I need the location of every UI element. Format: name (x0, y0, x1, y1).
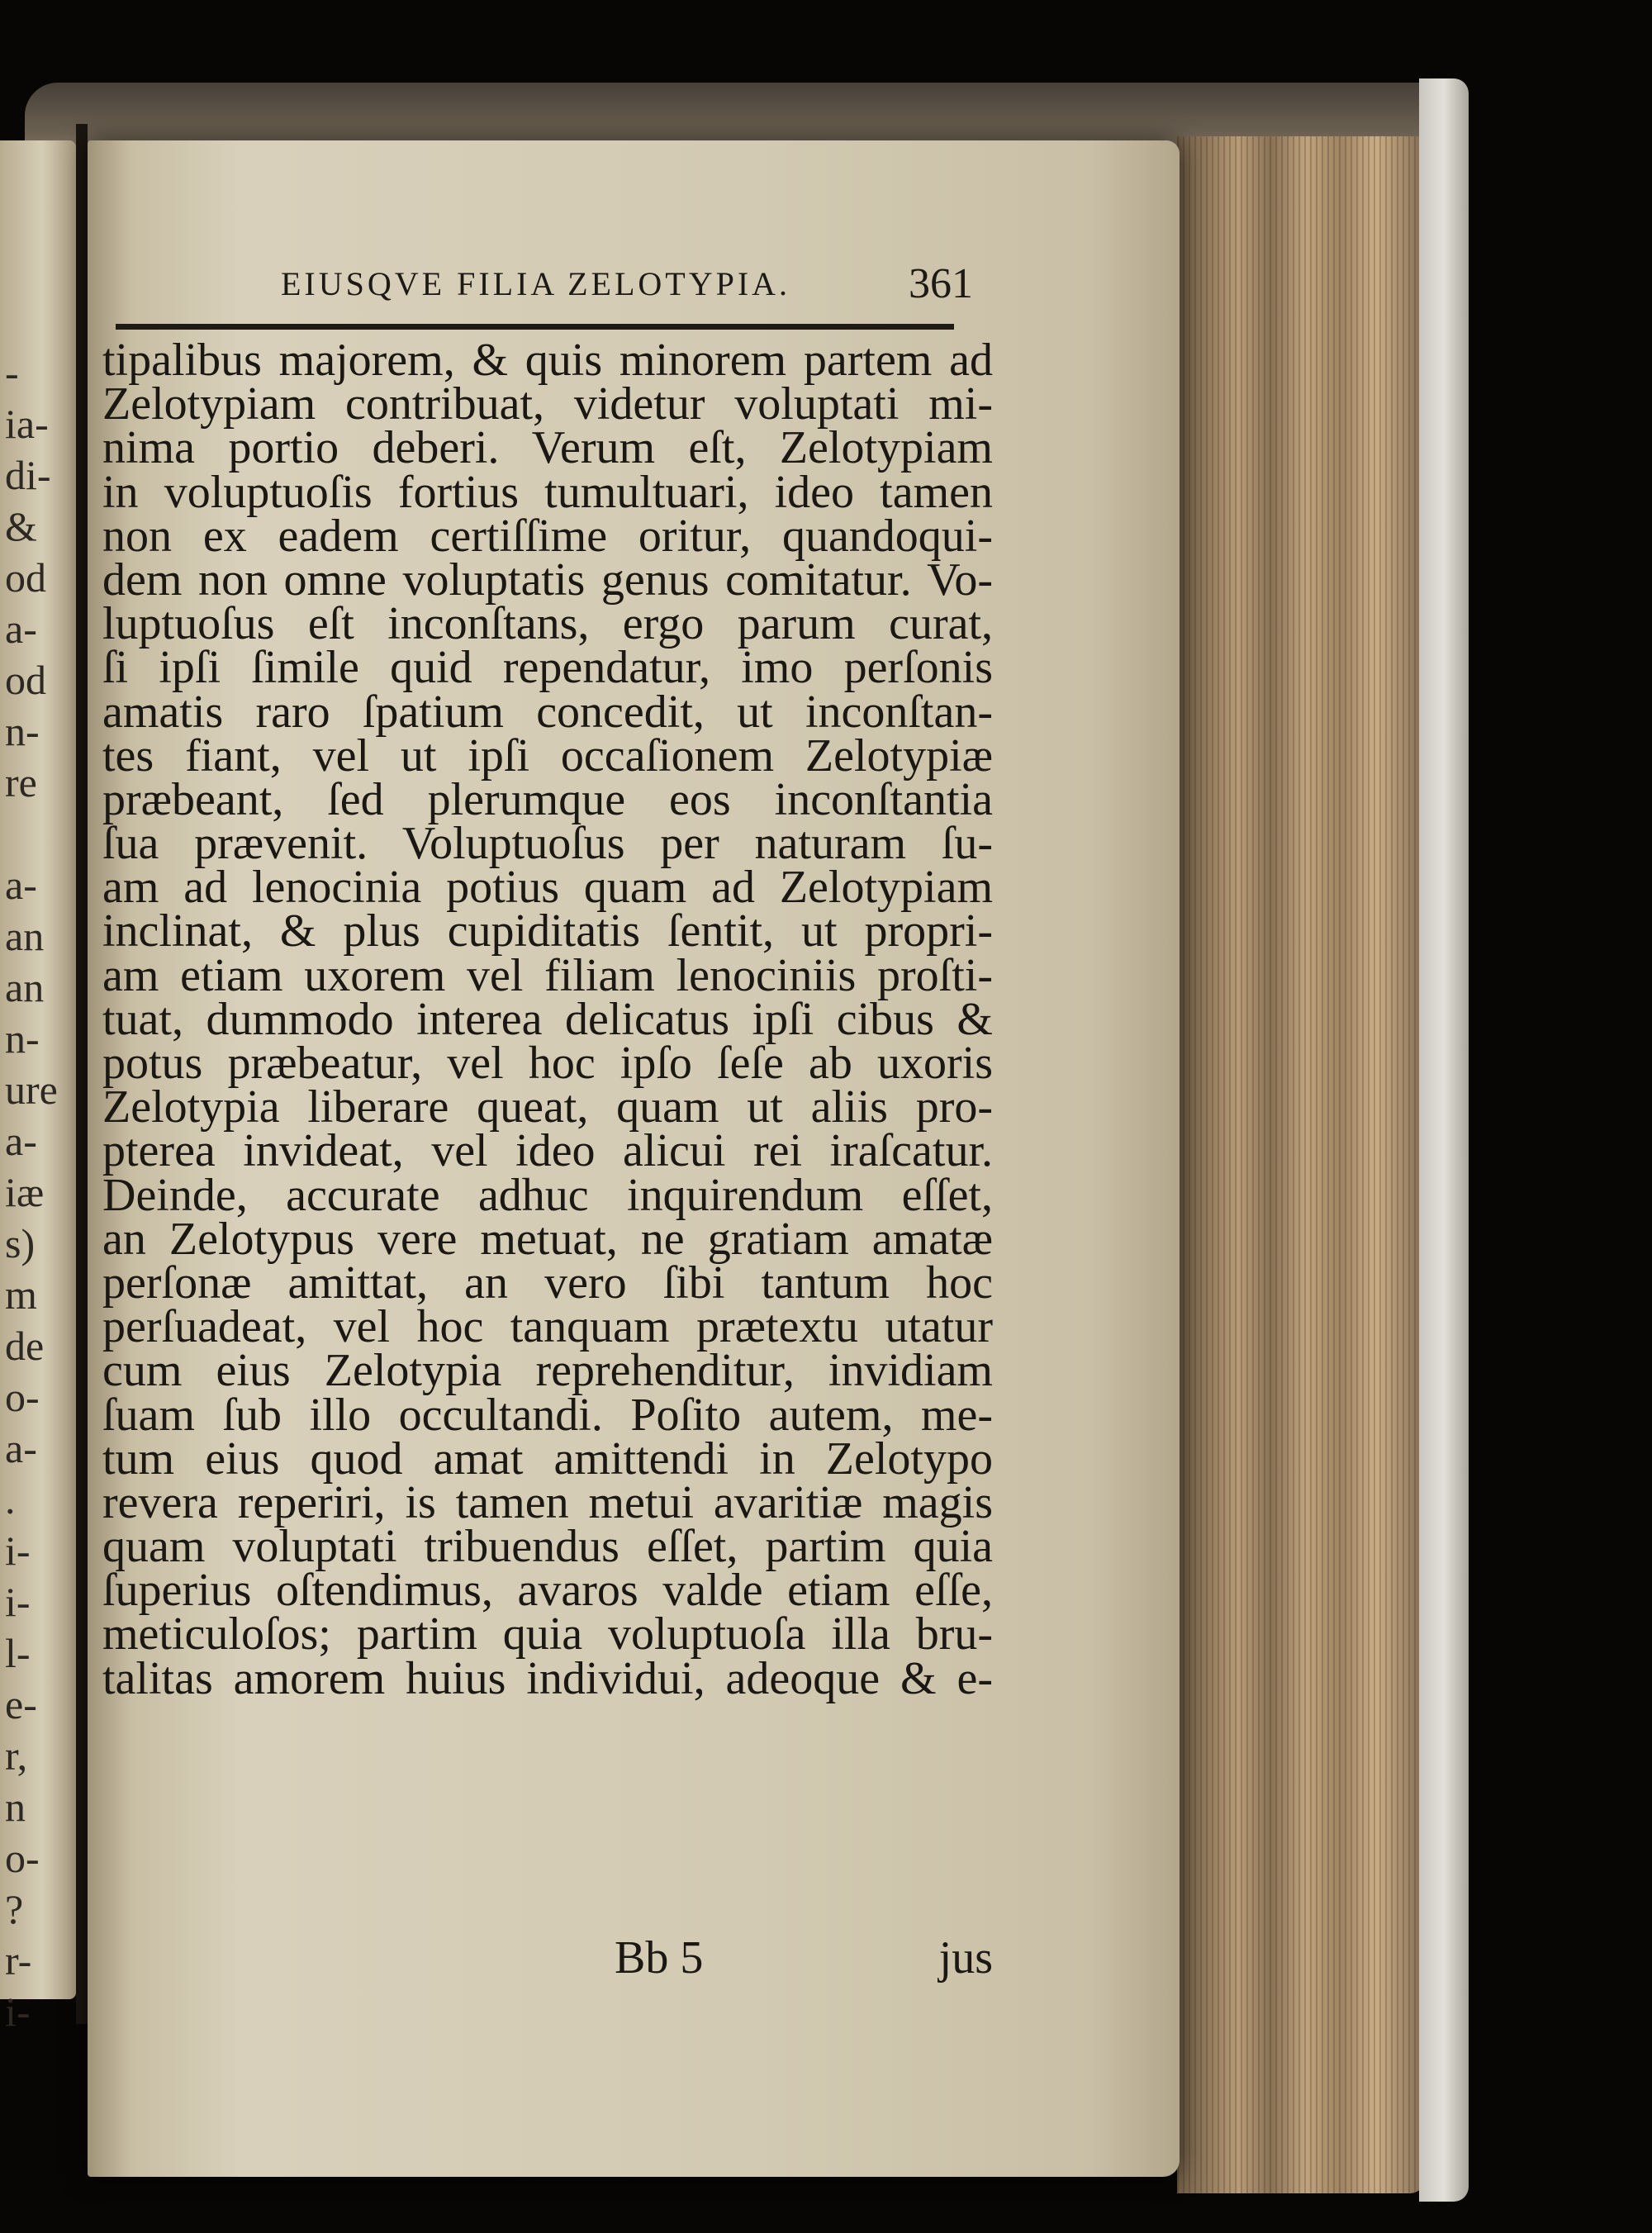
text-line: Zelotypia liberare queat, quam ut aliis pro- (102, 1081, 993, 1133)
left-page-fragment: n (5, 1784, 26, 1830)
text-line: inclinat, & plus cupiditatis ſentit, ut propri- (102, 905, 993, 957)
text-line: revera reperiri, is tamen metui avaritiæ magis (102, 1476, 993, 1528)
text-line: ſua prævenit. Voluptuoſus per naturam ſu- (102, 818, 993, 870)
page-number: 361 (909, 260, 973, 307)
text-line: Zelotypiam contribuat, videtur voluptati mi- (102, 378, 993, 430)
running-head: EIUSQVE FILIA ZELOTYPIA. (281, 265, 791, 302)
left-page-fragment: an (5, 964, 45, 1010)
left-page-fragment: re (5, 759, 37, 805)
text-line: pterea invideat, vel ideo alicui rei iraſcatur. (102, 1125, 993, 1177)
text-line: præbeant, ſed plerumque eos inconſtantia (102, 773, 993, 825)
text-line: ſuperius oſtendimus, avaros valde etiam eſſe, (102, 1565, 993, 1617)
left-page-fragment: iæ (5, 1169, 45, 1215)
left-page-fragment: - (5, 349, 19, 396)
text-line: tipalibus majorem, & quis minorem partem ad (102, 335, 993, 386)
text-line: ſi ipſi ſimile quid rependatur, imo perſonis (102, 642, 993, 694)
left-page-fragment: & (5, 503, 37, 549)
text-line: potus præbeatur, vel hoc ipſo ſeſe ab uxoris (102, 1038, 993, 1089)
text-line: an Zelotypus vere metuat, ne gratiam amatæ (102, 1213, 993, 1265)
left-page-fragment: an (5, 913, 45, 959)
left-page-fragment: i- (5, 1988, 31, 2035)
left-page-fragment: n- (5, 1015, 40, 1062)
text-line: talitas amorem huius individui, adeoque & e- (102, 1652, 993, 1704)
left-page-fragment: r, (5, 1732, 28, 1779)
catchword: jus (938, 1932, 993, 1984)
text-line: luptuoſus eſt inconſtans, ergo parum curat, (102, 598, 993, 650)
text-line: nima portio deberi. Verum eſt, Zelotypiam (102, 422, 993, 474)
text-line: am etiam uxorem vel filiam lenociniis proſti- (102, 949, 993, 1001)
left-page-fragment: ? (5, 1886, 24, 1932)
left-page-fragment: n- (5, 708, 40, 754)
body-text (102, 335, 993, 1704)
left-page-fragment: a- (5, 1118, 37, 1164)
text-line: meticuloſos; partim quia voluptuoſa illa bru- (102, 1608, 993, 1660)
text-line: in voluptuoſis fortius tumultuari, ideo tamen (102, 466, 993, 518)
left-page-fragment: l- (5, 1630, 31, 1676)
left-page-fragment: m (5, 1271, 37, 1318)
left-page-line-fragments (0, 347, 76, 2035)
left-page-fragment: i- (5, 1527, 31, 1574)
left-page-fragment: o- (5, 1835, 40, 1881)
left-page-fragment: ure (5, 1067, 58, 1113)
page-edges-texture (1177, 136, 1425, 2193)
text-line: perſonæ amittat, an vero ſibi tantum hoc (102, 1257, 993, 1309)
page-footer (102, 1931, 993, 1984)
text-line: tuat, dummodo interea delicatus ipſi cibus & (102, 993, 993, 1045)
left-page-fragment: od (5, 657, 46, 703)
left-page-fragment: di- (5, 452, 51, 498)
left-page-fragment: o- (5, 1374, 40, 1420)
text-line: ſuam ſub illo occultandi. Poſito autem, me- (102, 1389, 993, 1441)
text-line: non ex eadem certiſſime oritur, quandoqui- (102, 510, 993, 562)
gutter-shadow (76, 124, 88, 2024)
left-page-fragment: i- (5, 1579, 31, 1625)
left-page-fragment: de (5, 1323, 45, 1369)
header-rule (116, 324, 954, 330)
text-line: quam voluptati tribuendus eſſet, partim quia (102, 1521, 993, 1573)
text-line: Deinde, accurate adhuc inquirendum eſſet, (102, 1169, 993, 1221)
left-page-fragment: a- (5, 1425, 37, 1471)
left-page-fragment: e- (5, 1681, 37, 1727)
text-line: dem non omne voluptatis genus comitatur. Vo- (102, 553, 993, 606)
text-line: am ad lenocinia potius quam ad Zelotypiam (102, 862, 993, 914)
text-line: amatis raro ſpatium concedit, ut inconſtan- (102, 686, 993, 738)
text-line: tum eius quod amat amittendi in Zelotypo (102, 1432, 993, 1485)
book-cover-edge (1419, 78, 1469, 2202)
left-page-fragment (0, 808, 76, 859)
text-line: cum eius Zelotypia reprehenditur, invidiam (102, 1345, 993, 1397)
left-page-fragment: ia- (5, 401, 49, 447)
left-page-fragment: . (5, 1476, 16, 1523)
left-page-fragment: a- (5, 862, 37, 908)
left-page-fragment: r- (5, 1937, 32, 1984)
left-page-fragment: s) (5, 1220, 36, 1266)
text-line: tes fiant, vel ut ipſi occaſionem Zelotypiæ (102, 729, 993, 782)
signature-mark: Bb 5 (615, 1932, 704, 1984)
left-page-fragment: od (5, 554, 46, 601)
text-line: perſuadeat, vel hoc tanquam prætextu utatur (102, 1301, 993, 1353)
left-page-fragment: a- (5, 606, 37, 652)
